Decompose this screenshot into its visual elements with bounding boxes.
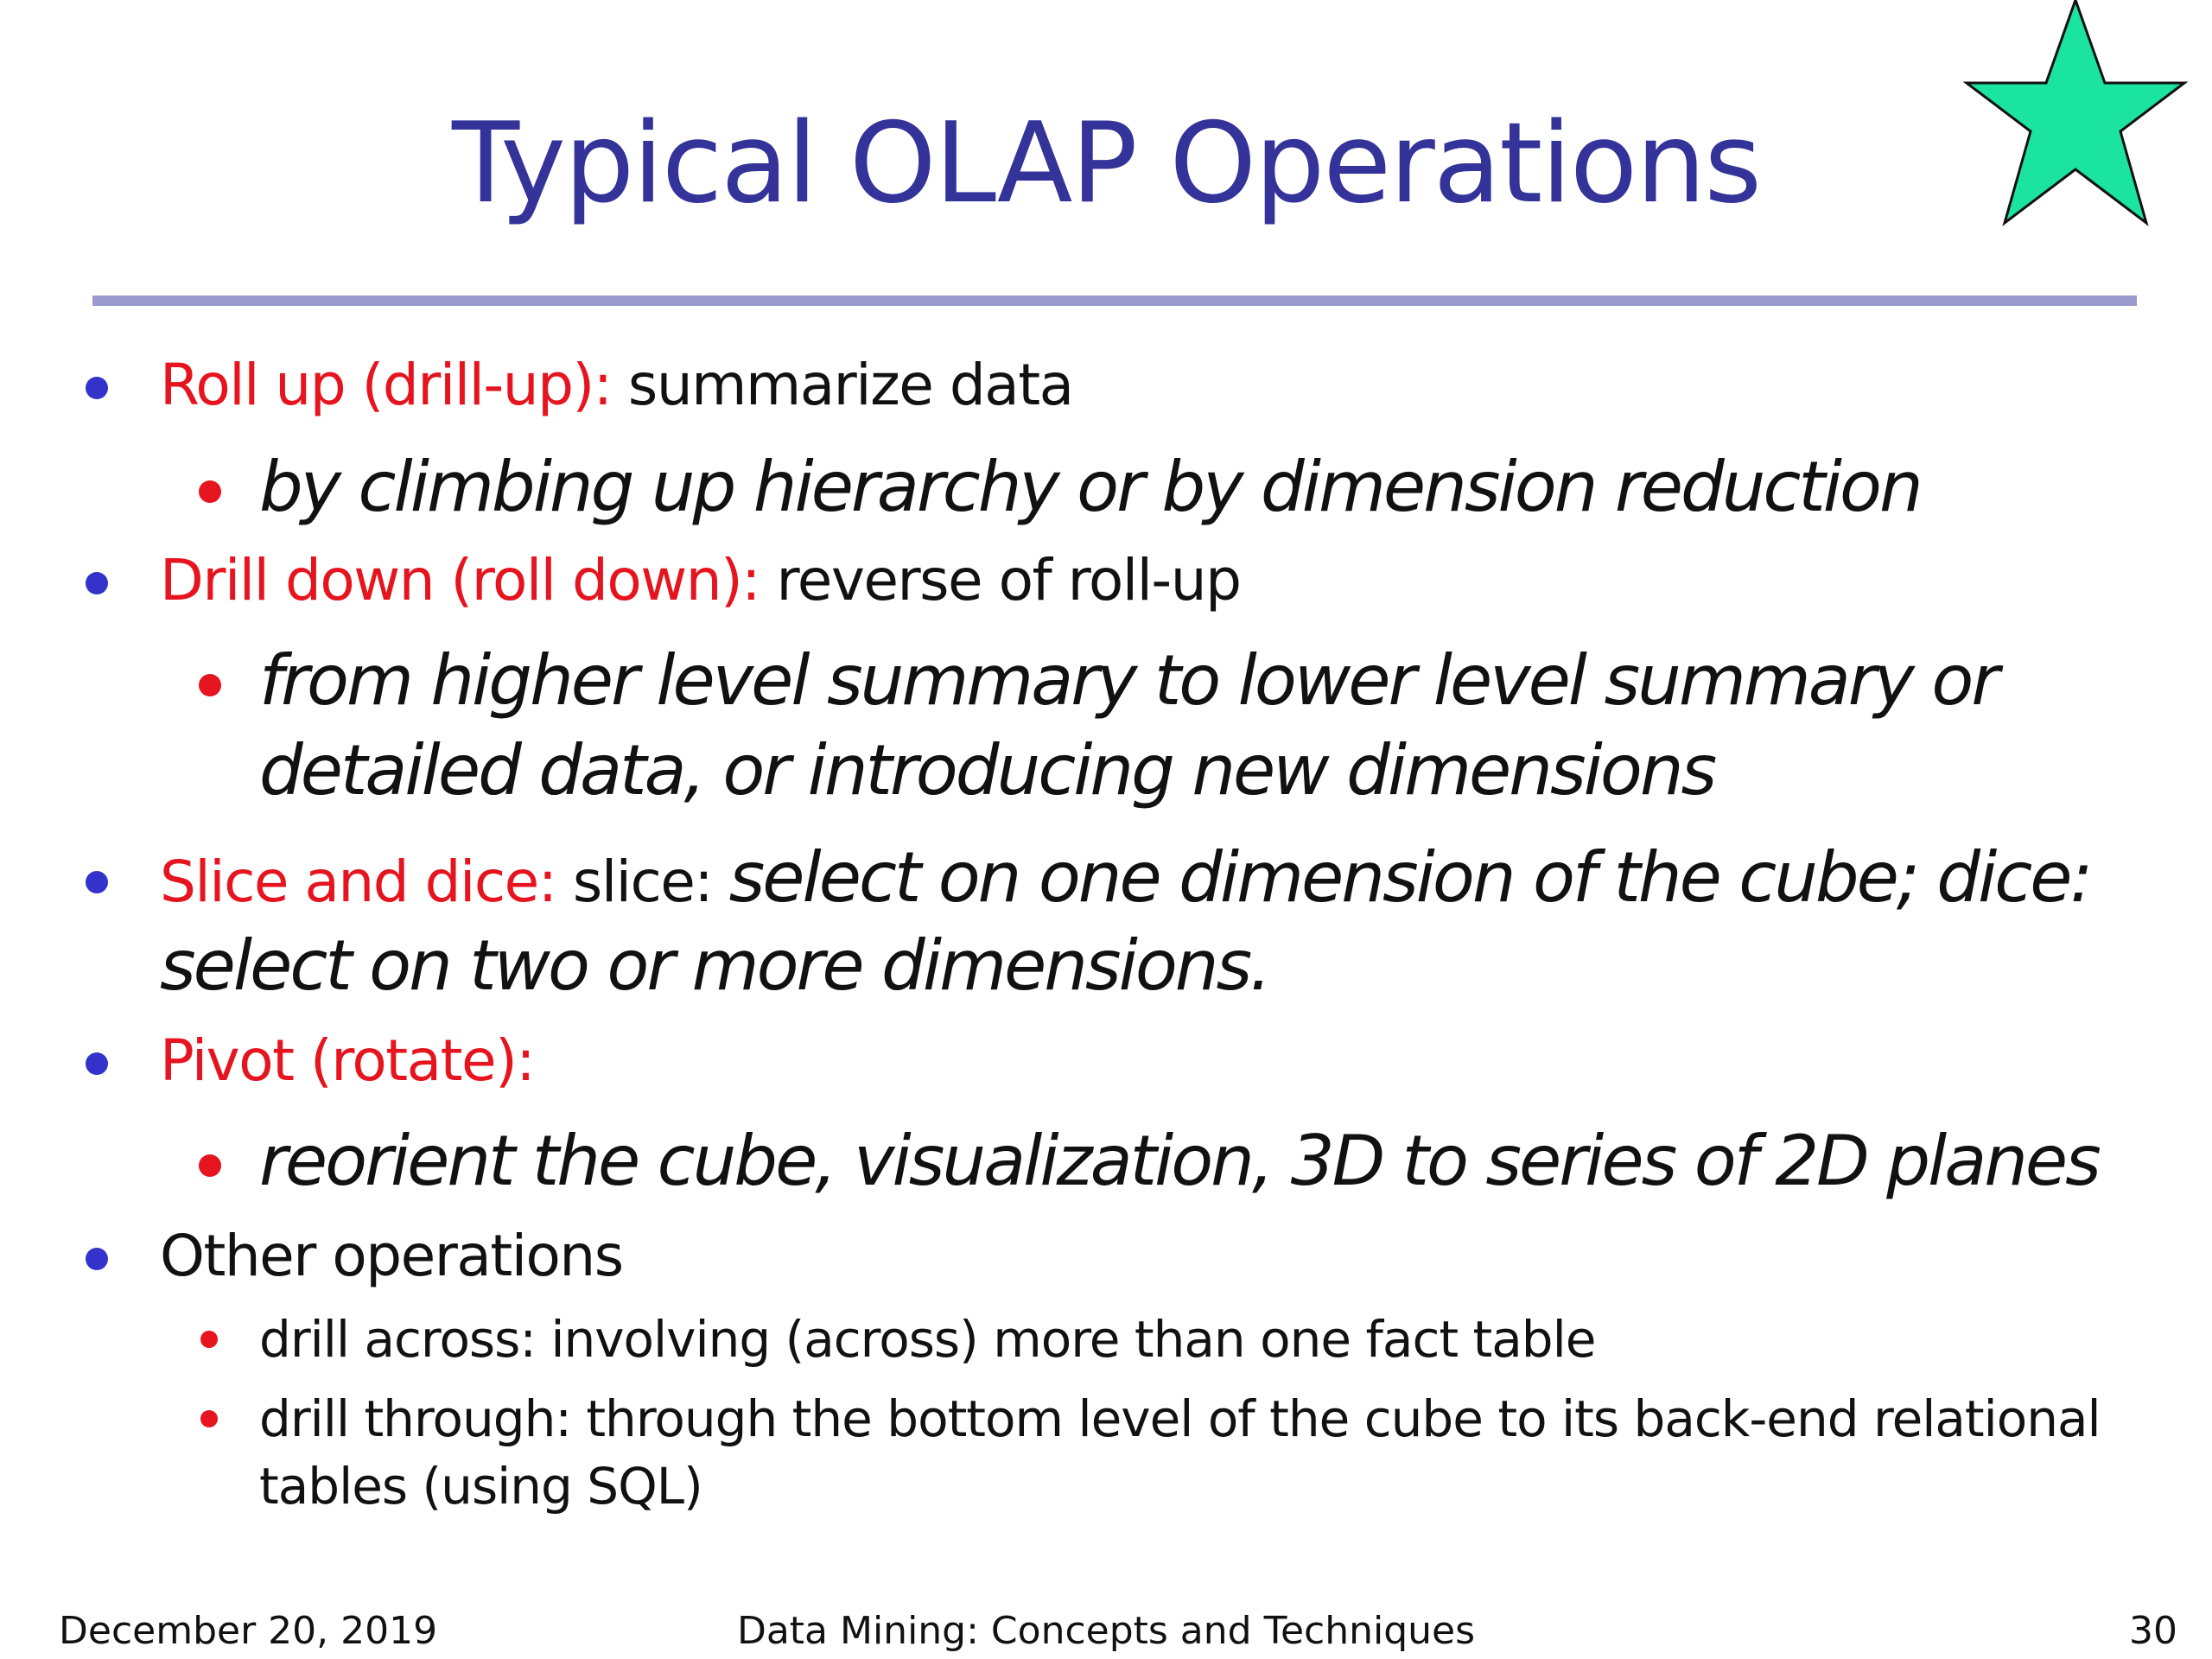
drill-through-line1: drill through: through the bottom level of the cube to its back-end relational: [259, 1389, 2101, 1448]
sub-bullet-dot: [199, 1154, 221, 1177]
drilldown-sub-line1: from higher level summary to lower level summary or: [259, 640, 1998, 721]
drilldown-term: Drill down (roll down):: [160, 547, 760, 613]
drilldown-desc: reverse of roll-up: [760, 547, 1241, 613]
pivot-term: Pivot (rotate):: [160, 1027, 535, 1094]
footer-date: December 20, 2019: [59, 1609, 438, 1653]
sub-bullet-dot: [199, 674, 221, 696]
sub-bullet-dot: [200, 1410, 218, 1427]
bullet-dot: [86, 572, 108, 594]
rollup-sub: by climbing up hierarchy or by dimension reduction: [259, 447, 1921, 527]
slicedice-ital-line1: select on one dimension of the cube; dice:: [728, 837, 2091, 918]
drill-through-line2: tables (using SQL): [259, 1457, 702, 1516]
sub-bullet-dot: [199, 480, 221, 503]
footer-page-number: 30: [2129, 1609, 2177, 1653]
slicedice-line: [160, 835, 2090, 925]
title-divider: [92, 296, 2137, 306]
slicedice-desc: slice:: [556, 849, 729, 915]
footer-course: Data Mining: Concepts and Techniques: [736, 1609, 1476, 1653]
slicedice-ital-line2: select on two or more dimensions.: [160, 925, 1269, 1006]
slide-title: Typical OLAP Operations: [452, 99, 1760, 228]
pivot-line: [160, 1018, 534, 1104]
bullet-dot: [86, 1052, 108, 1075]
pivot-sub: reorient the cube, visualization, 3D to series of 2D planes: [259, 1121, 2099, 1201]
drilldown-sub-line2: detailed data, or introducing new dimensions: [259, 730, 1715, 810]
drilldown-line: [160, 537, 1240, 624]
bullet-dot: [86, 871, 108, 893]
sub-bullet-dot: [200, 1331, 218, 1348]
other-ops-label: Other operations: [160, 1223, 623, 1289]
rollup-line: [160, 342, 1073, 429]
bullet-dot: [86, 1248, 108, 1270]
rollup-desc: summarize data: [611, 352, 1073, 418]
slicedice-term: Slice and dice:: [160, 849, 556, 915]
star-icon: [1961, 0, 2190, 228]
bullet-dot: [86, 377, 108, 399]
rollup-term: Roll up (drill-up):: [160, 352, 612, 418]
drill-across-item: drill across: involving (across) more than one fact table: [259, 1310, 1596, 1369]
